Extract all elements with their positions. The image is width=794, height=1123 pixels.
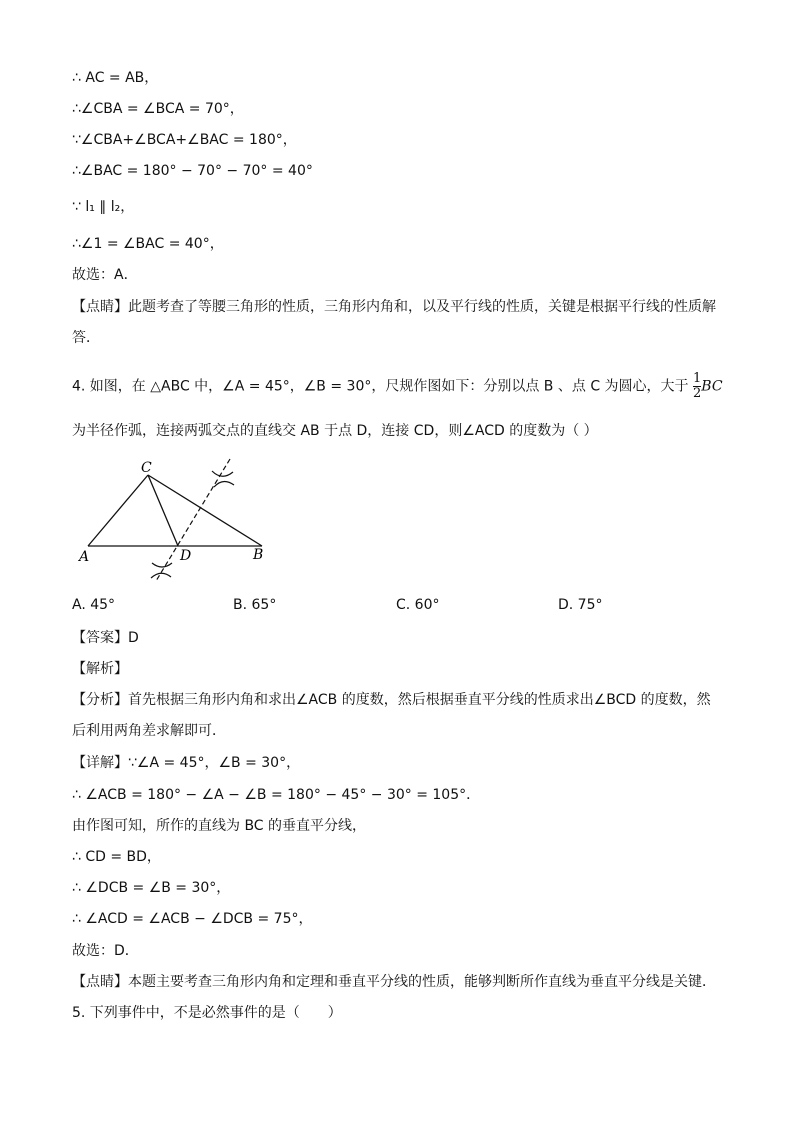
line-angle-sum: ∵∠CBA+∠BCA+∠BAC = 180°， [72, 132, 297, 148]
segment-cd [148, 475, 178, 546]
line-choice-a: 故选：A． [72, 267, 138, 283]
comment-line: 【点睛】本题主要考查三角形内角和定理和垂直平分线的性质，能够判断所作直线为垂直平分线是关键． [72, 974, 716, 990]
fraction-numerator: 1 [693, 371, 702, 386]
detail-line-1: 【详解】∵∠A = 45°，∠B = 30°， [72, 755, 301, 771]
question-4-line-2: 为半径作弧，连接两弧交点的直线交 AB 于点 D，连接 CD，则∠ACD 的度数为（ ） [72, 423, 598, 439]
arc-top-1 [212, 471, 233, 476]
question-4-text: 4. 如图，在 △ABC 中，∠A = 45°，∠B = 30°，尺规作图如下：分别以点 B 、点 C 为圆心，大于 [72, 378, 689, 395]
side-ac [88, 475, 148, 546]
option-a: A. 45° [72, 597, 116, 613]
triangle-construction-figure [72, 455, 272, 585]
label-a: A [79, 549, 90, 565]
label-b: B [253, 547, 264, 563]
line-bac-value: ∴∠BAC = 180° − 70° − 70° = 40° [72, 163, 313, 179]
detail-line-4: ∴ CD = BD， [72, 849, 161, 865]
fraction-denominator: 2 [693, 386, 702, 401]
line-ac-ab: ∴ AC = AB， [72, 70, 159, 86]
fraction-tail: BC [701, 378, 723, 395]
option-d: D. 75° [558, 597, 603, 613]
analysis-line-1: 【分析】首先根据三角形内角和求出∠ACB 的度数，然后根据垂直平分线的性质求出∠BCD 的度数，然 [72, 692, 711, 708]
detail-line-2: ∴ ∠ACB = 180° − ∠A − ∠B = 180° − 45° − 30° = 105°． [72, 787, 481, 803]
option-c: C. 60° [396, 597, 440, 613]
line-angle-1: ∴∠1 = ∠BAC = 40°， [72, 236, 224, 252]
arc-bottom-1 [152, 563, 172, 567]
detail-line-3: 由作图可知，所作的直线为 BC 的垂直平分线， [72, 818, 367, 834]
answer-label: 【答案】D [72, 630, 139, 646]
line-comment-1: 【点睛】此题考查了等腰三角形的性质，三角形内角和，以及平行线的性质，关键是根据平行线的性质解 [72, 299, 716, 315]
label-d: D [180, 548, 192, 564]
analysis-line-2: 后利用两角差求解即可． [72, 723, 226, 739]
side-cb [148, 475, 262, 546]
arc-top-2 [214, 481, 234, 487]
line-parallel: ∵ l₁ ∥ l₂， [72, 199, 135, 215]
option-b: B. 65° [233, 597, 277, 613]
arc-bottom-2 [151, 573, 171, 578]
question-5: 5. 下列事件中，不是必然事件的是（ ） [72, 1005, 342, 1021]
question-4-line-1 [72, 372, 723, 401]
detail-line-7: 故选：D． [72, 943, 139, 959]
analysis-label: 【解析】 [72, 661, 128, 677]
detail-line-5: ∴ ∠DCB = ∠B = 30°， [72, 880, 231, 896]
line-cba-bca: ∴∠CBA = ∠BCA = 70°， [72, 101, 244, 117]
detail-line-6: ∴ ∠ACD = ∠ACB − ∠DCB = 75°， [72, 911, 313, 927]
label-c: C [141, 460, 152, 476]
line-comment-2: 答． [72, 330, 100, 346]
